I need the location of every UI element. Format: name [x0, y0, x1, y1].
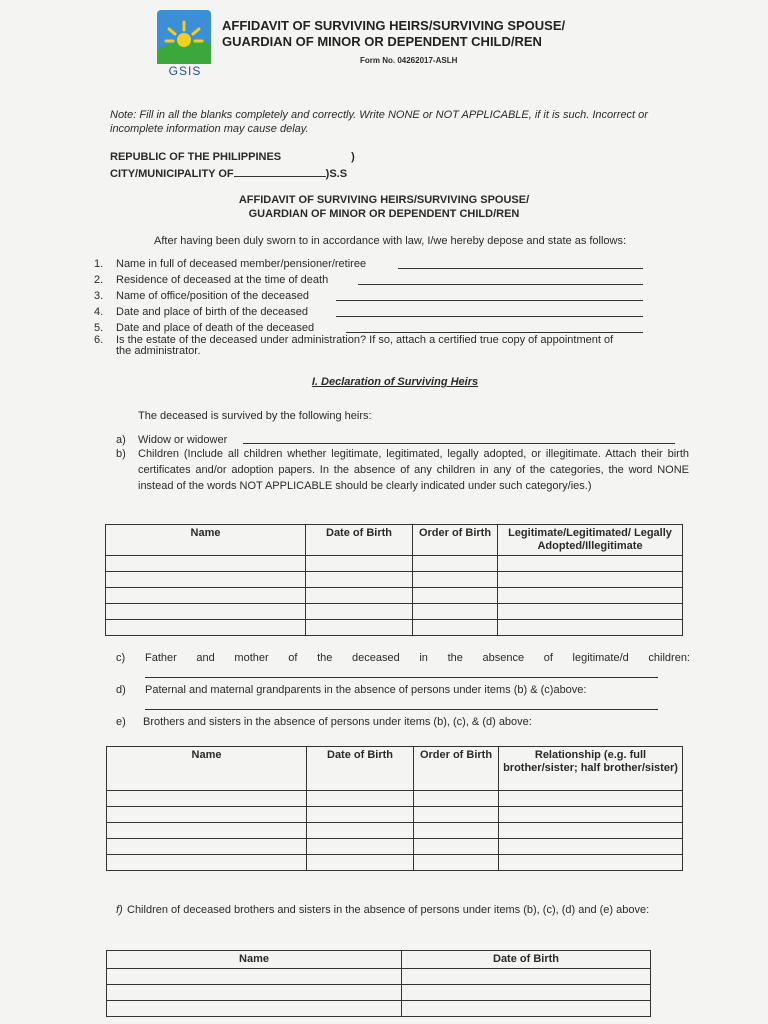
parents-field[interactable]	[145, 677, 658, 678]
gsis-logo-icon	[157, 10, 211, 64]
item-4-field[interactable]	[336, 316, 643, 317]
col-name: Name	[107, 951, 402, 969]
col-name: Name	[106, 525, 306, 556]
heir-f-text: Children of deceased brothers and sisters in the absence of persons under items (b), (c), (d) and (e) above:	[127, 904, 650, 916]
item-4: 4. Date and place of birth of the deceased	[94, 306, 309, 318]
col-legitimacy: Legitimate/Legitimated/ Legally Adopted/Illegitimate	[498, 525, 683, 556]
item-5: 5. Date and place of death of the deceased	[94, 322, 315, 334]
col-order-of-birth: Order of Birth	[413, 525, 498, 556]
form-title-line1: AFFIDAVIT OF SURVIVING HEIRS/SURVIVING SPOUSE/	[222, 18, 566, 33]
heir-c-text: Father and mother of the deceased in the absence of legitimate/d children:	[145, 652, 690, 664]
affidavit-title-line2: GUARDIAN OF MINOR OR DEPENDENT CHILD/REN	[248, 208, 520, 220]
siblings-table	[106, 746, 683, 871]
heir-c-label: c)	[116, 652, 126, 664]
venue-block	[110, 150, 355, 182]
item-2: 2. Residence of deceased at the time of death	[94, 274, 329, 286]
logo-text: GSIS	[168, 64, 202, 78]
heir-f-label: f)	[116, 904, 123, 916]
item-3: 3. Name of office/position of the deceased	[94, 290, 310, 302]
heir-a-label: a)	[116, 434, 126, 446]
heir-e-label: e)	[116, 716, 126, 728]
table-row	[107, 823, 683, 839]
col-date-of-birth: Date of Birth	[402, 951, 651, 969]
city-field[interactable]	[234, 165, 326, 177]
note: Note: Fill in all the blanks completely and correctly. Write NONE or NOT APPLICABLE, if it is such. Incorrect or incomplete information may cause delay.	[110, 109, 648, 135]
form-title-line2: GUARDIAN OF MINOR OR DEPENDENT CHILD/REN	[222, 34, 542, 49]
col-order-of-birth: Order of Birth	[414, 747, 499, 791]
grandparents-field[interactable]	[145, 709, 658, 710]
section-title: I. Declaration of Surviving Heirs	[311, 376, 479, 388]
survived-text: The deceased is survived by the following heirs:	[138, 410, 372, 422]
table-row	[106, 604, 683, 620]
nephews-nieces-table	[106, 950, 651, 1017]
heir-a-text: Widow or widower	[138, 434, 228, 446]
item-6: 6. Is the estate of the deceased under administration? If so, attach a certified true copy of appointment of the administrator.	[94, 334, 614, 357]
table-row	[107, 1001, 651, 1017]
heir-d-text: Paternal and maternal grandparents in the absence of persons under items (b) & (c)above:	[145, 684, 587, 696]
table-row	[107, 839, 683, 855]
table-row	[106, 556, 683, 572]
form-number: Form No. 04262017-ASLH	[360, 56, 458, 65]
col-date-of-birth: Date of Birth	[307, 747, 414, 791]
heir-b-text: Children (Include all children whether legitimate, legitimated, legally adopted, or illegitimate. Attach their birth certificates and/or adoption papers. In the absence of any children in any of the categories, the word NONE instead of the words NOT APPLICABLE should be clearly indicated under such category/ies.)	[138, 448, 689, 492]
widow-field[interactable]	[243, 443, 675, 444]
table-row	[107, 855, 683, 871]
city-label: CITY/MUNICIPALITY OF	[110, 168, 234, 180]
heir-b-label: b)	[116, 448, 126, 460]
table-row	[106, 588, 683, 604]
col-name: Name	[107, 747, 307, 791]
republic-label: REPUBLIC OF THE PHILIPPINES	[110, 151, 282, 163]
ss-label: )S.S	[325, 168, 348, 180]
table-row	[107, 969, 651, 985]
item-1: 1. Name in full of deceased member/pensioner/retiree	[94, 258, 367, 270]
heir-d-label: d)	[116, 684, 126, 696]
item-3-field[interactable]	[336, 300, 643, 301]
table-row	[107, 791, 683, 807]
affidavit-title-line1: AFFIDAVIT OF SURVIVING HEIRS/SURVIVING SPOUSE/	[238, 194, 530, 206]
form-title	[222, 18, 565, 50]
affidavit-title	[0, 193, 768, 221]
table-row	[106, 620, 683, 636]
col-relationship: Relationship (e.g. full brother/sister; half brother/sister)	[499, 747, 683, 791]
table-row	[107, 807, 683, 823]
intro-text: After having been duly sworn to in accordance with law, I/we hereby depose and state as follows:	[154, 235, 627, 247]
heir-e-text: Brothers and sisters in the absence of persons under items (b), (c), & (d) above:	[143, 716, 532, 728]
item-2-field[interactable]	[358, 284, 643, 285]
venue-paren: )	[351, 151, 355, 163]
table-row	[107, 985, 651, 1001]
col-date-of-birth: Date of Birth	[306, 525, 413, 556]
item-1-field[interactable]	[398, 268, 643, 269]
children-table	[105, 524, 683, 636]
item-5-field[interactable]	[346, 332, 643, 333]
table-row	[106, 572, 683, 588]
